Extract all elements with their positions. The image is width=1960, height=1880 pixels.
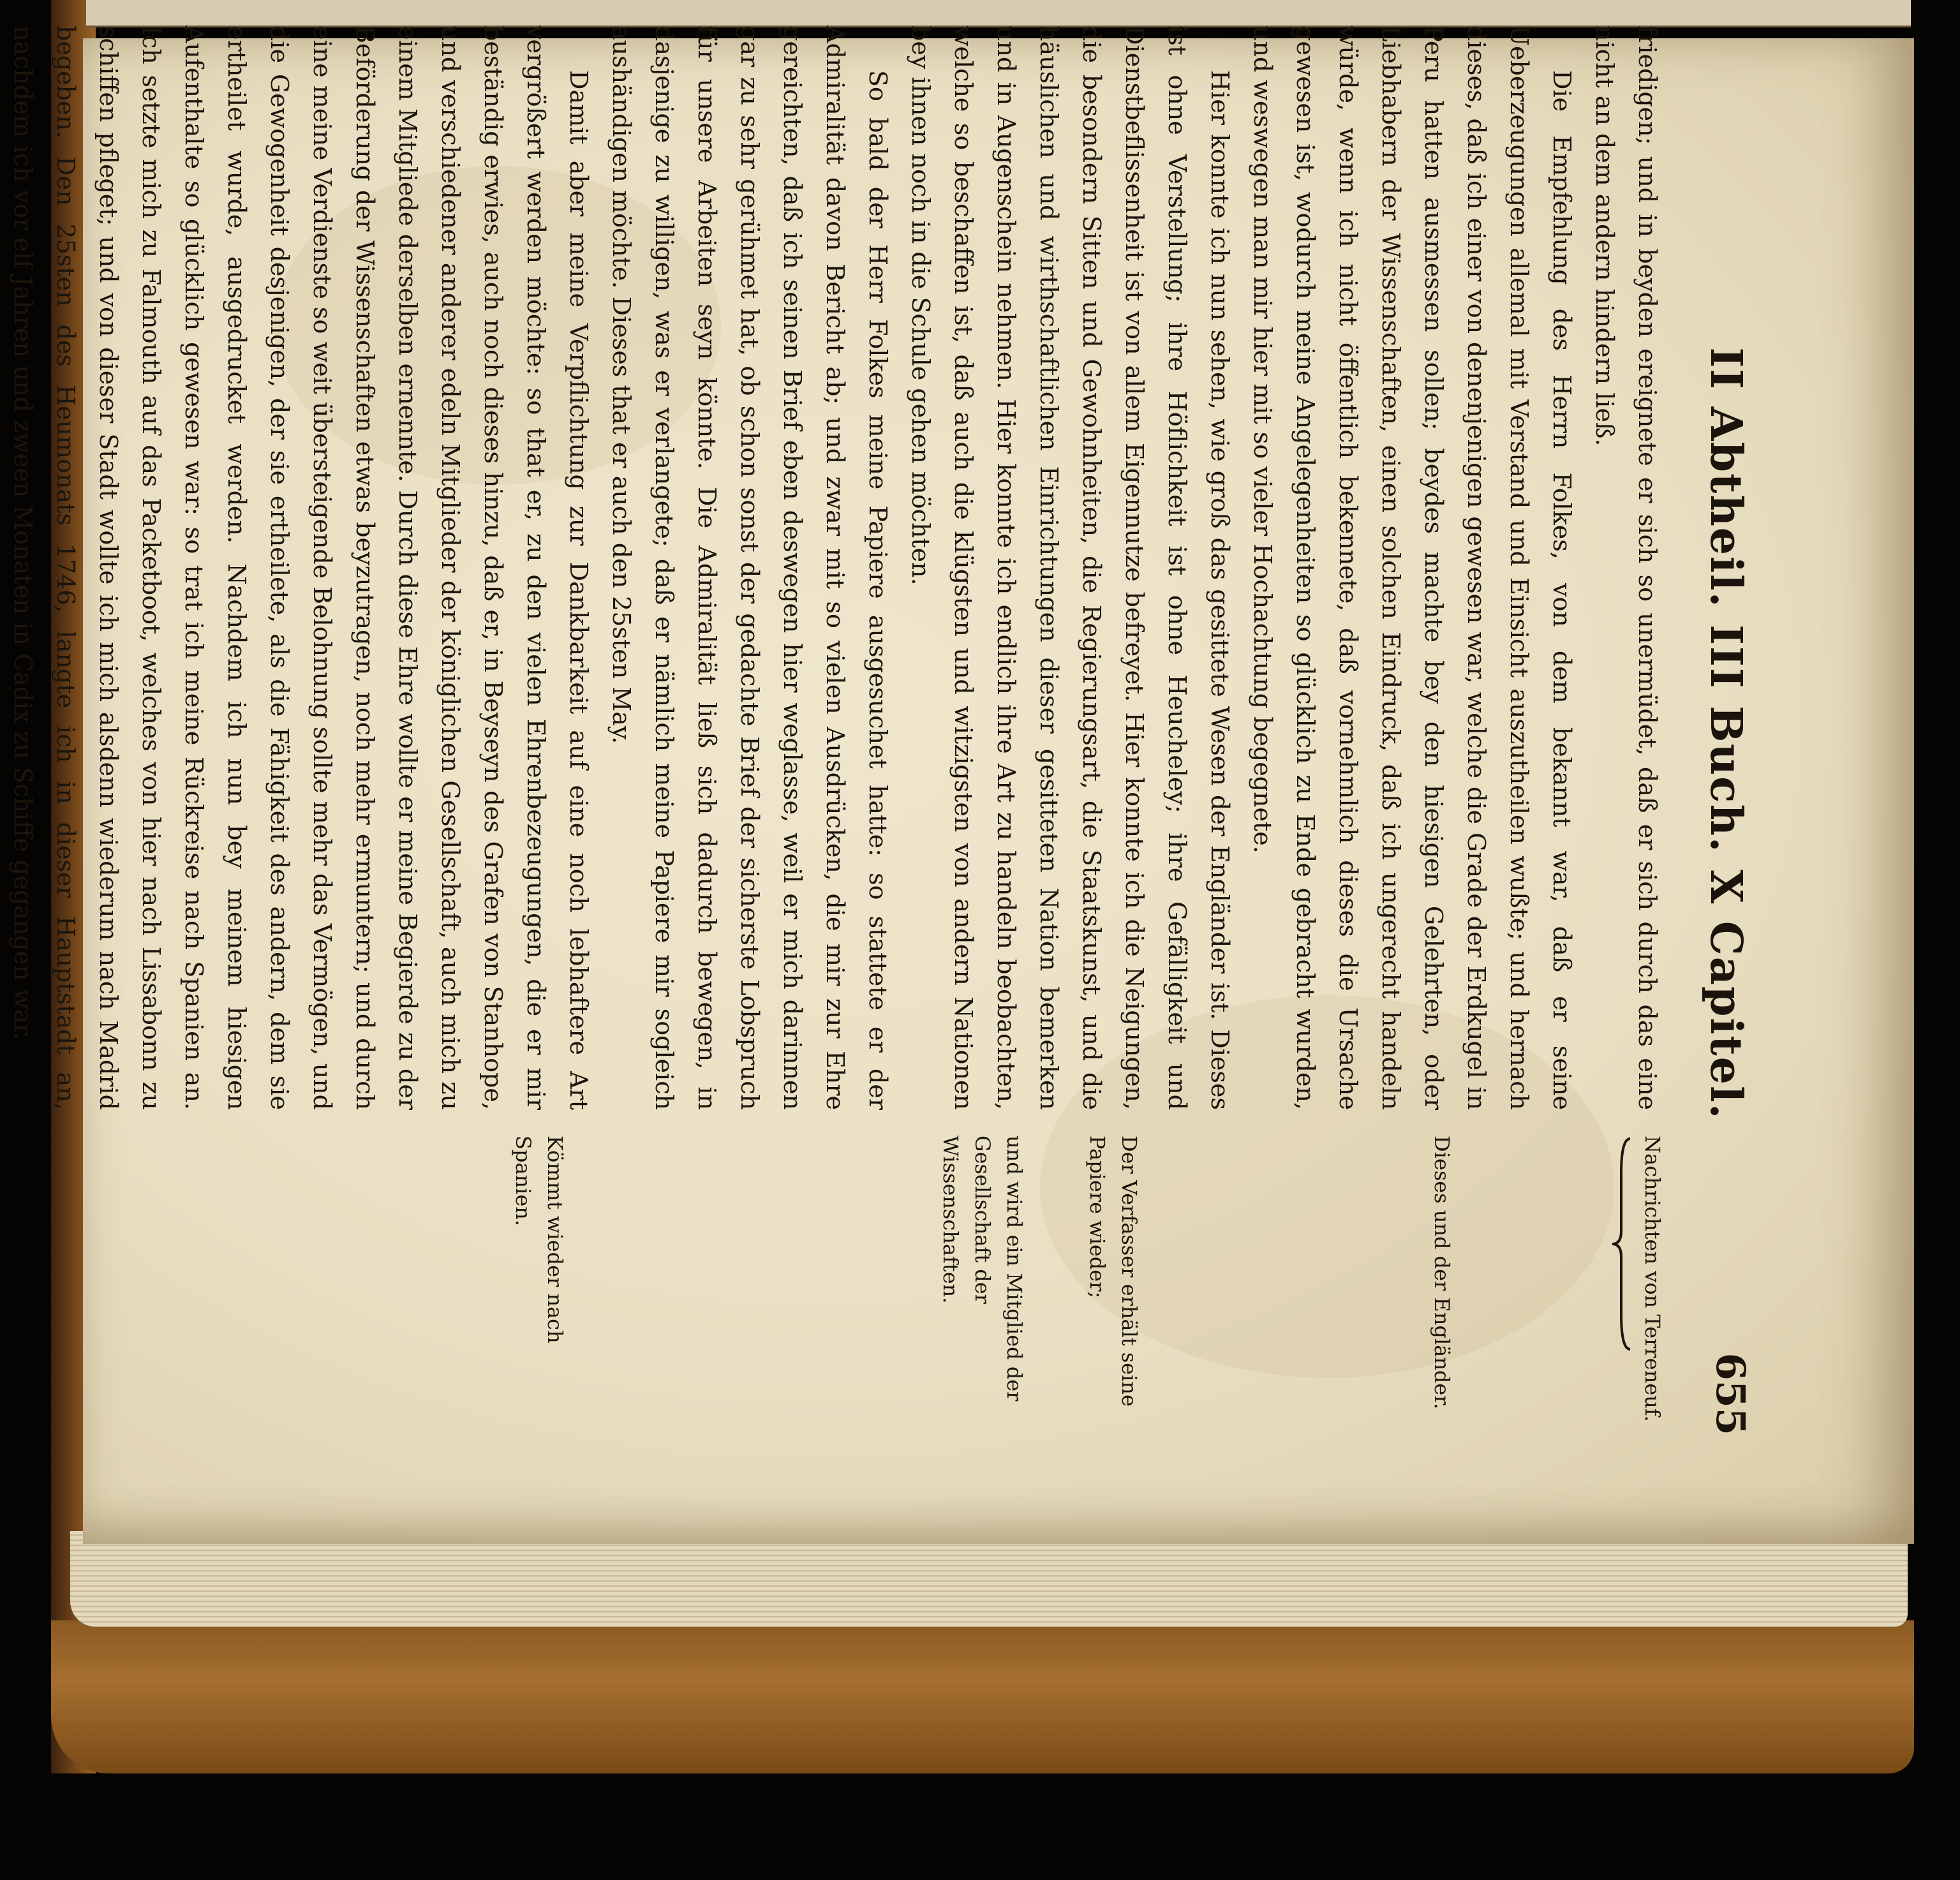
rotated-page-content bbox=[9, 26, 1758, 1442]
page-number: 655 bbox=[1707, 1352, 1754, 1435]
margin-note-text: Nachrichten von Terreneuf. bbox=[1640, 1136, 1665, 1422]
running-head: II Abtheil. III Buch. X Capitel. bbox=[1700, 347, 1751, 1120]
body-text bbox=[0, 26, 1668, 1110]
paragraph: friedigen; und in beyden ereignete er sich so unermüdet, daß er sich durch das eine nicht an dem andern hindern ließ. bbox=[1591, 26, 1661, 1110]
margin-note: und wird ein Mitglied der Gesellschaft der Wissenschaften. bbox=[939, 1136, 1027, 1402]
margin-note: Dieses und der Engländer. bbox=[1430, 1136, 1454, 1410]
paragraph: Die Empfehlung des Herrn Folkes, von dem bekannt war, daß er seine Ueberzeugungen allemal mit Verstand und Einsicht auszutheilen wußte; und hernach dieses, daß ich einer von denenjenigen gewesen war, welche die Grade der Erdkugel in Peru hatten ausmessen sollen; beydes machte bey den hiesigen Gelehrten, oder Liebhabern der Wissenschaften, einen solchen Eindruck, daß ich ungerecht handeln würde, wenn ich nicht öffentlich bekennete, daß vornehmlich dieses die Ursache gewesen ist, wodurch meine Angelegenheiten so glücklich zu Ende gebracht wurden, und weswegen man mir hier mit so vieler Hochachtung begegnete. bbox=[1249, 26, 1576, 1110]
paragraph: Damit aber meine Verpflichtung zur Dankbarkeit auf eine noch lebhaftere Art vergrößert werden möchte: so that er, zu den vielen Ehrenbezeugungen, die er mir beständig erwies, auch noch dieses hinzu, daß er, in Beyseyn des Grafen von Stanhope, und verschiedener anderer edeln Mitglieder der königlichen Gesellschaft, auch mich zu einem Mitgliede derselben ernennte. Durch diese Ehre wollte er meine Begierde zu der Beförderung der Wissenschaften etwas beyzutragen, noch mehr ermuntern; und durch eine meine Verdienste so weit übersteigende Belohnung sollte mehr das Vermögen, und die Gewogenheit desjenigen, der sie ertheilete, als die Fähigkeit des andern, dem sie ertheilet wurde, ausgedrucket werden. Nachdem ich nun bey meinem hiesigen Aufenthalte so glücklich gewesen war: so trat ich meine Rückreise nach Spanien an. Ich setzte mich zu Falmouth auf das Packetboot, welches von hier nach Lissabonn zu schiffen pfleget; und von dieser Stadt wollte ich mich alsdenn wiederum nach Madrid begeben. Den 25sten des Heumonats 1746, langte ich in dieser Hauptstadt an, nachdem ich vor elf Jahren und zween Monaten in Cadix zu Schiffe gegangen war. bbox=[9, 26, 593, 1110]
paragraph: Hier konnte ich nun sehen, wie groß das gesittete Wesen der Engländer ist. Dieses ist ohne Verstellung; ihre Höflichkeit ist ohne Heucheley; ihre Gefälligkeit und Dienstbeflissenheit ist von allem Eigennutze befreyet. Hier konnte ich die Neigungen, die besondern Sitten und Gewohnheiten, die Regierungsart, die Staatskunst, und die häuslichen und wirthschaftlichen Einrichtungen dieser gesitteten Nation bemerken und in Augenschein nehmen. Hier konnte ich endlich ihre Art zu handeln beobachten, welche so beschaffen ist, daß auch die klügsten und witzigsten von andern Nationen bey ihnen noch in die Schule gehen möchten. bbox=[907, 26, 1234, 1110]
margin-note: Kömmt wieder nach Spanien. bbox=[511, 1136, 567, 1343]
paragraph: So bald der Herr Folkes meine Papiere ausgesuchet hatte: so stattete er der Admiralität davon Bericht ab; und zwar mit so vielen Ausdrücken, die mir zur Ehre gereichten, daß ich seinen Brief eben deswegen hier weglasse, weil er mich darinnen gar zu sehr gerühmet hat, ob schon sonst der gedachte Brief der sicherste Lobspruch für unsere Arbeiten seyn könnte. Die Admiralität ließ sich dadurch bewegen, in dasjenige zu willigen, was er verlangete; daß er nämlich meine Papiere mir sogleich aushändigen möchte. Dieses that er auch den 25sten May. bbox=[607, 26, 892, 1110]
paragraph bbox=[0, 26, 1, 1110]
leather-binding bbox=[51, 1620, 1914, 1773]
margin-note bbox=[1611, 1136, 1668, 1429]
curly-brace-icon bbox=[1611, 1136, 1633, 1352]
page-header bbox=[1688, 26, 1758, 1442]
previous-page-edge bbox=[86, 0, 1911, 27]
margin-note: Der Verfasser erhält seine Papiere wieder; bbox=[1085, 1136, 1141, 1407]
page-edges bbox=[70, 1531, 1908, 1627]
